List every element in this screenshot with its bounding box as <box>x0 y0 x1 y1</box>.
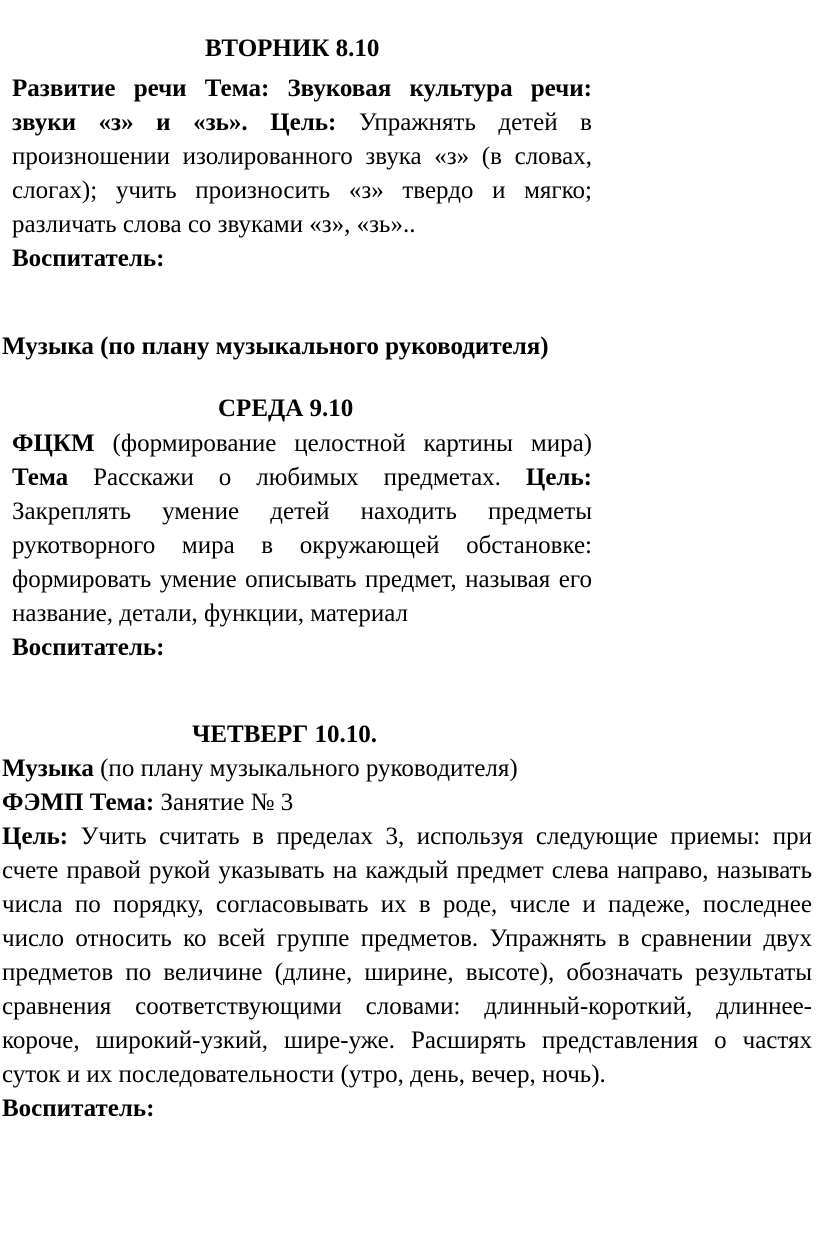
tuesday-music: Музыка (по плану музыкального руководителя) <box>2 333 549 360</box>
femp-label: ФЭМП Тема: <box>2 789 155 816</box>
goal-label: Цель: <box>525 464 592 491</box>
speech-paragraph <box>12 72 592 242</box>
thursday-goal-label: Цель: <box>2 823 69 850</box>
theme-text: Расскажи о любимых предметах. <box>68 464 526 491</box>
thursday-block <box>2 752 812 1126</box>
femp-text: Занятие № 3 <box>154 789 294 816</box>
thursday-music-text: (по плану музыкального руководителя) <box>93 755 518 782</box>
femp-line <box>2 786 812 820</box>
theme-label: Тема <box>12 464 69 491</box>
thursday-goal-paragraph <box>2 820 812 1092</box>
speech-text: Упражнять детей в произношении изолированного звука «з» (в словах, слогах); учить произносить «з» твердо и мягко; различать слова со звуками «з», «зь».. <box>12 109 592 238</box>
fckm-label: ФЦКМ <box>12 430 95 457</box>
tuesday-speech-block <box>12 72 592 276</box>
fckm-text: (формирование целостной картины мира) <box>94 430 592 457</box>
wednesday-teacher: Воспитатель: <box>12 634 165 661</box>
fckm-paragraph <box>12 427 592 631</box>
thursday-teacher: Воспитатель: <box>2 1095 155 1122</box>
goal-text: Закреплять умение детей находить предметы рукотворного мира в окружающей обстановке: формировать умение описывать предмет, называя его название, детали, функции, материал <box>12 498 592 627</box>
wednesday-heading: СРЕДА 9.10 <box>218 395 354 422</box>
thursday-heading: ЧЕТВЕРГ 10.10. <box>192 721 377 748</box>
tuesday-teacher: Воспитатель: <box>12 245 165 272</box>
speech-label: Развитие речи Тема: Звуковая культура речи: звуки «з» и «зь». Цель: <box>12 75 592 136</box>
thursday-music-line <box>2 752 812 786</box>
thursday-goal-text: Учить считать в пределах 3, используя следующие приемы: при счете правой рукой указывать на каждый предмет слева направо, называть числа по порядку, согласовывать их в роде, числе и падеже, последнее число относить ко всей группе предметов. Упражнять в сравнении двух предметов по величине (длине, ширине, высоте), обозначать результаты сравнения соответствующими словами: длинный-короткий, длиннее-короче, широкий-узкий, шире-уже. Расширять представления о частях суток и их последовательности (утро, день, вечер, ночь). <box>2 823 812 1088</box>
wednesday-fckm-block <box>12 427 592 665</box>
tuesday-heading: ВТОРНИК 8.10 <box>205 35 380 62</box>
thursday-music-label: Музыка <box>2 755 94 782</box>
